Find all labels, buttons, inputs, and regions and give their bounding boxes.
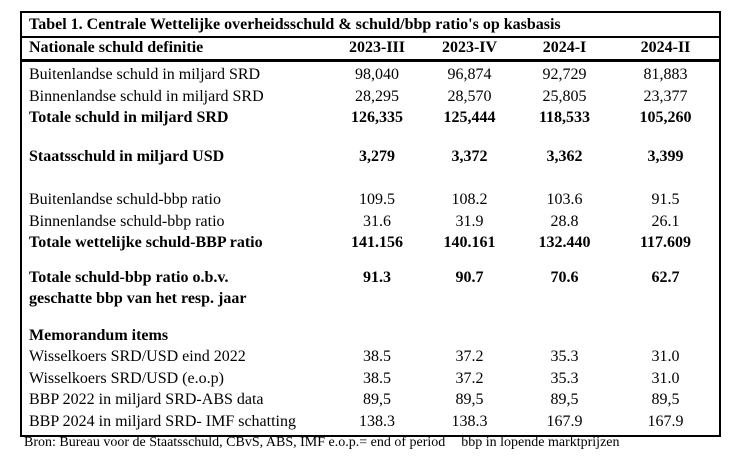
row-label: Binnenlandse schuld in miljard SRD — [29, 87, 264, 105]
cell-value: 28.8 — [550, 212, 579, 230]
cell-value: 89,5 — [550, 391, 579, 408]
cell-value: 31.9 — [455, 212, 484, 230]
cell-value: 3,399 — [647, 147, 684, 165]
cell-value: 91.5 — [651, 191, 680, 208]
cell-value — [612, 325, 719, 347]
row-label-line2: geschatte bbp van het resp. jaar — [29, 290, 247, 307]
cell-value: 132.440 — [538, 234, 591, 251]
table-row — [22, 389, 719, 411]
cell-value: 92,729 — [542, 66, 587, 83]
row-label: Buitenlandse schuld in miljard SRD — [29, 66, 261, 83]
table-row — [22, 107, 719, 129]
column-header-2024-i: 2024-I — [517, 38, 612, 61]
table-row — [22, 368, 719, 390]
cell-value: 28,295 — [355, 87, 399, 105]
cell-value: 117.609 — [639, 234, 692, 251]
cell-value: 38.5 — [363, 369, 391, 387]
cell-value — [517, 325, 612, 347]
spacer-cell — [22, 310, 719, 325]
column-header-2023-iv: 2023-IV — [422, 38, 517, 61]
cell-value: 108.2 — [451, 191, 488, 208]
row-label: BBP 2022 in miljard SRD-ABS data — [29, 391, 264, 408]
table-row — [22, 61, 719, 86]
column-header-2024-ii: 2024-II — [612, 38, 719, 61]
table-title: Tabel 1. Centrale Wettelijke overheidsschuld & schuld/bbp ratio's op kasbasis — [22, 13, 719, 38]
debt-table — [20, 11, 721, 437]
cell-value: 25,805 — [542, 87, 587, 105]
row-label: Totale wettelijke schuld-BBP ratio — [29, 234, 263, 251]
spacer-cell — [22, 254, 719, 267]
cell-value: 35.3 — [550, 348, 579, 365]
cell-value: 35.3 — [550, 369, 579, 387]
cell-value: 28,570 — [447, 87, 492, 105]
cell-value: 70.6 — [550, 268, 579, 286]
cell-value: 90.7 — [455, 268, 484, 286]
cell-value: 96,874 — [447, 66, 492, 83]
cell-value: 140.161 — [443, 234, 496, 251]
price-note: bbp in lopende marktprijzen — [461, 435, 620, 450]
cell-value: 118,533 — [538, 109, 591, 126]
cell-value: 31.0 — [651, 369, 680, 387]
cell-value: 3,362 — [546, 147, 583, 165]
table-row — [22, 267, 719, 310]
header-row — [22, 38, 719, 61]
cell-value: 37.2 — [455, 369, 484, 387]
table-row — [22, 325, 719, 347]
row-label: Wisselkoers SRD/USD (e.o.p) — [29, 369, 224, 387]
column-header-2023-iii: 2023-III — [332, 38, 422, 61]
cell-value: 125,444 — [443, 109, 496, 126]
table-body — [22, 61, 719, 436]
row-label: Binnenlandse schuld-bbp ratio — [29, 212, 225, 230]
row-label: Memorandum items — [29, 326, 169, 344]
spacer-row — [22, 167, 719, 189]
spacer-cell — [22, 167, 719, 189]
cell-value: 138.3 — [451, 412, 488, 430]
table-row — [22, 232, 719, 254]
spacer-row — [22, 310, 719, 325]
cell-value: 81,883 — [643, 66, 688, 83]
row-label: Staatsschuld in miljard USD — [29, 147, 225, 165]
cell-value: 37.2 — [455, 348, 484, 365]
cell-value: 3,279 — [359, 147, 395, 165]
source-text: Bron: Bureau voor de Staatsschuld, CBvS, ABS, IMF e.o.p.= end of period — [24, 435, 446, 450]
cell-value: 109.5 — [359, 191, 395, 208]
cell-value: 31.0 — [651, 348, 680, 365]
cell-value: 62.7 — [651, 268, 680, 286]
table-row — [22, 211, 719, 233]
spacer-row — [22, 254, 719, 267]
cell-value: 126,335 — [351, 109, 403, 126]
cell-value: 91.3 — [363, 268, 391, 286]
cell-value: 89,5 — [363, 391, 391, 408]
cell-value: 167.9 — [647, 412, 684, 430]
cell-value — [422, 325, 517, 347]
row-label: Wisselkoers SRD/USD eind 2022 — [29, 348, 246, 365]
column-header-definition: Nationale schuld definitie — [22, 38, 332, 61]
cell-value: 31.6 — [363, 212, 391, 230]
row-label: BBP 2024 in miljard SRD- IMF schatting — [29, 412, 296, 430]
cell-value: 138.3 — [359, 412, 395, 430]
cell-value: 89,5 — [455, 391, 484, 408]
table-row — [22, 86, 719, 108]
cell-value: 141.156 — [351, 234, 403, 251]
cell-value: 89,5 — [651, 391, 680, 408]
cell-value: 3,372 — [451, 147, 488, 165]
data-table — [22, 38, 719, 435]
cell-value: 98,040 — [355, 66, 399, 83]
cell-value: 167.9 — [546, 412, 583, 430]
row-label: Buitenlandse schuld-bbp ratio — [29, 191, 221, 208]
spacer-row — [22, 129, 719, 146]
row-label: Totale schuld in miljard SRD — [29, 109, 229, 126]
table-row — [22, 146, 719, 168]
cell-value: 103.6 — [546, 191, 583, 208]
table-row — [22, 189, 719, 211]
table-row — [22, 411, 719, 436]
cell-value — [332, 325, 422, 347]
cell-value: 26.1 — [651, 212, 680, 230]
source-note — [24, 434, 620, 452]
table-row — [22, 346, 719, 368]
row-label: Totale schuld-bbp ratio o.b.v. geschatte bbp van het resp. jaar — [22, 267, 332, 310]
cell-value: 105,260 — [639, 109, 692, 126]
cell-value: 38.5 — [363, 348, 391, 365]
spacer-cell — [22, 129, 719, 146]
cell-value: 23,377 — [643, 87, 688, 105]
